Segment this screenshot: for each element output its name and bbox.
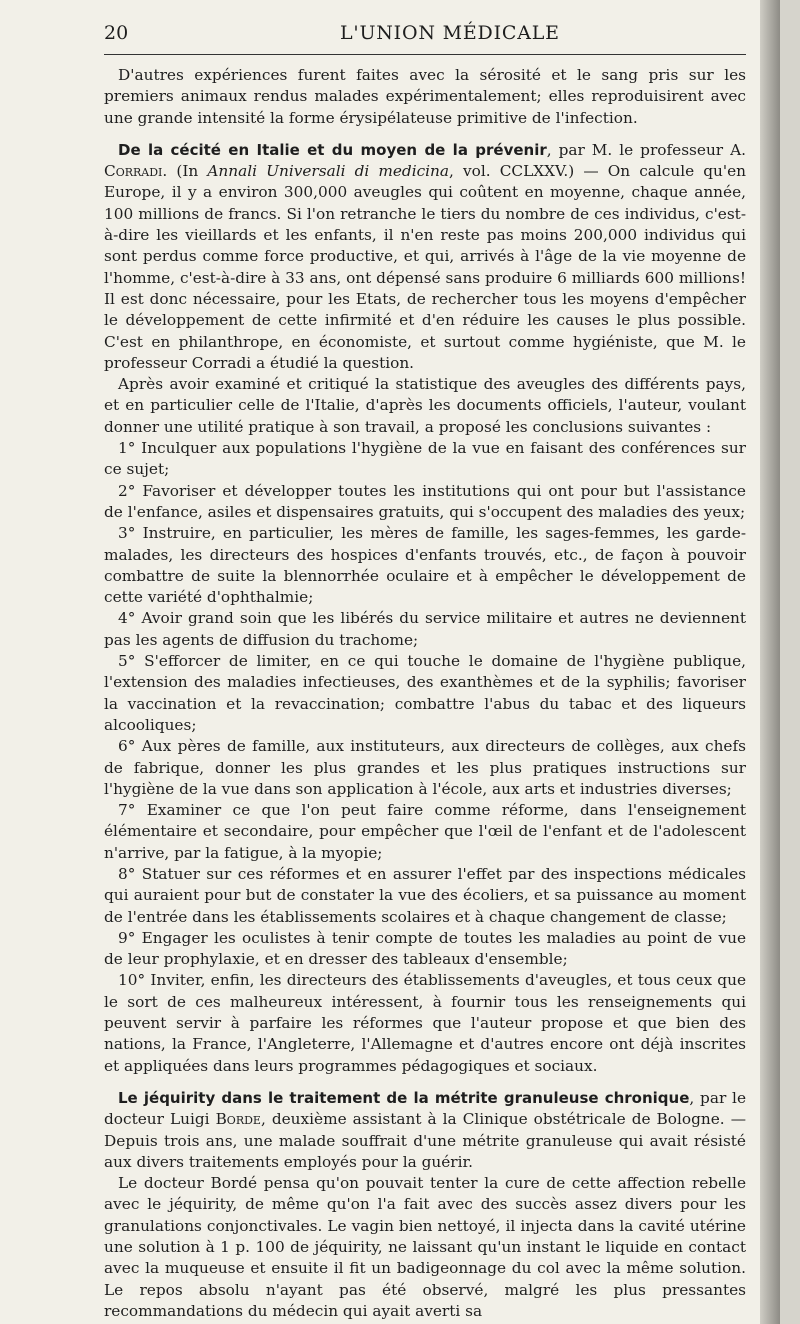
list-item: 10° Inviter, enfin, les directeurs des établissements d'aveugles, et tous ceux que le sort de ces malheureux intéressent, à fournir tous les renseignements qui peuvent servir à parfaire les réformes que l'auteur propose et que bien des nations, la France, l'Angleterre, l'Allemagne et d'autres encore ont déjà inscrites et appliquées dans leurs programmes pédagogiques et sociaux. bbox=[104, 971, 746, 1075]
section-text: . (In bbox=[162, 162, 208, 181]
section-text: , par M. le professeur A. bbox=[546, 140, 746, 159]
section-text: , par le docteur Luigi bbox=[104, 1088, 747, 1129]
page-number: 20 bbox=[104, 22, 129, 44]
section-cecite-paragraph bbox=[104, 140, 746, 374]
list-item: 9° Engager les oculistes à tenir compte de toutes les maladies au point de vue de leur prophylaxie, et en dresser des tableaux d'ensemble; bbox=[104, 928, 746, 969]
intro-paragraph: D'autres expériences furent faites avec la sérosité et le sang pris sur les premiers animaux rendus malades expérimentalement; elles reproduisirent avec une grande intensité la forme érysipélateuse primitive de l'infection. bbox=[104, 66, 746, 127]
page-header bbox=[104, 22, 746, 48]
running-head: L'UNION MÉDICALE bbox=[340, 22, 560, 44]
list-item: 1° Inculquer aux populations l'hygiène de la vue en faisant des conférences sur ce sujet; bbox=[104, 439, 746, 479]
conclusions-list bbox=[104, 438, 746, 1077]
header-rule bbox=[104, 54, 746, 55]
list-item: 5° S'efforcer de limiter, en ce qui touche le domaine de l'hygiène publique, l'extension des maladies infectieuses, des exanthèmes et de la syphilis; favoriser la vaccination et la revaccination; combattre l'abus du tabac et des liqueurs alcooliques; bbox=[104, 652, 746, 734]
paragraph: Le docteur Bordé pensa qu'on pouvait tenter la cure de cette affection rebelle avec le jéquirity, de même qu'on l'a fait avec des succès assez divers pour les granulations conjonctivales. Le vagin bien nettoyé, il injecta dans la cavité utérine une solution à 1 p. 100 de jéquirity, ne laissant qu'un instant le liquide en contact avec la muqueuse et ensuite il fit un badigeonnage du col avec la même solution. Le repos absolu n'ayant pas été observé, malgré les plus pressantes recommandations du médecin qui ayait averti sa bbox=[104, 1174, 746, 1320]
list-item: 4° Avoir grand soin que les libérés du service militaire et autres ne deviennent pas les agents de diffusion du trachome; bbox=[104, 609, 746, 649]
list-item: 3° Instruire, en particulier, les mères de famille, les sages-femmes, les garde-malades, les directeurs des hospices d'enfants trouvés, etc., de façon à pouvoir combattre de suite la blennorrhée oculaire et à empêcher le développement de cette variété d'ophthalmie; bbox=[104, 524, 746, 607]
paragraph: Après avoir examiné et critiqué la statistique des aveugles des différents pays, et en particulier celle de l'Italie, d'après les documents officiels, l'auteur, voulant donner une utilité pratique à son travail, a proposé les conclusions suivantes : bbox=[104, 375, 746, 436]
section-text: , deuxième assistant à la Clinique obstétricale de Bologne. — Depuis trois ans, une malade souffrait d'une métrite granuleuse qui avait résisté aux divers traitements employés pour la guérir. bbox=[104, 1110, 746, 1171]
section-title: De la cécité en Italie et du moyen de la prévenir bbox=[118, 140, 547, 159]
list-item: 6° Aux pères de famille, aux instituteurs, aux directeurs de collèges, aux chefs de fabrique, donner les plus grandes et les plus pratiques instructions sur l'hygiène de la vue dans son application à l'école, aux arts et industries diverses; bbox=[104, 737, 746, 798]
author-name: Corradi bbox=[104, 162, 163, 181]
section-text: , vol. CCLXXV.) — On calcule qu'en Europe, il y a environ 300,000 aveugles qui coûtent en moyenne, chaque année, 100 millions de francs. Si l'on retranche le tiers du nombre de ces individus, c'est-à-dire les vieillards et les enfants, il n'en reste pas moins 200,000 individus qui sont perdus comme force productive, et qui, arrivés à l'âge de la vie moyenne de l'homme, c'est-à-dire à 33 ans, ont dépensé sans produire 6 milliards 600 millions! Il est donc nécessaire, pour les Etats, de rechercher tous les moyens d'empêcher le développement de cette infirmité et d'en réduire les causes le plus possible. C'est en philanthrope, en économiste, et surtout comme hygiéniste, que M. le professeur Corradi a étudié la question. bbox=[104, 162, 746, 372]
list-item: 8° Statuer sur ces réformes et en assurer l'effet par des inspections médicales qui auraient pour but de constater la vue des écoliers, et sa puissance au moment de l'entrée dans les établissements scolaires et à chaque changement de classe; bbox=[104, 864, 746, 926]
journal-title: Annali Universali di medicina bbox=[207, 162, 450, 181]
section-title: Le jéquirity dans le traitement de la métrite granuleuse chronique bbox=[118, 1088, 690, 1107]
list-item: 2° Favoriser et développer toutes les institutions qui ont pour but l'assistance de l'enfance, asiles et dispensaires gratuits, qui s'occupent des maladies des yeux; bbox=[104, 481, 746, 521]
author-name: Borde bbox=[215, 1110, 261, 1129]
book-spine-shadow bbox=[760, 0, 780, 1324]
section-jequirity-paragraph bbox=[104, 1088, 746, 1173]
list-item: 7° Examiner ce que l'on peut faire comme réforme, dans l'enseignement élémentaire et secondaire, pour empêcher que l'œil de l'enfant et de l'adolescent n'arrive, par la fatigue, à la myopie; bbox=[104, 801, 746, 862]
